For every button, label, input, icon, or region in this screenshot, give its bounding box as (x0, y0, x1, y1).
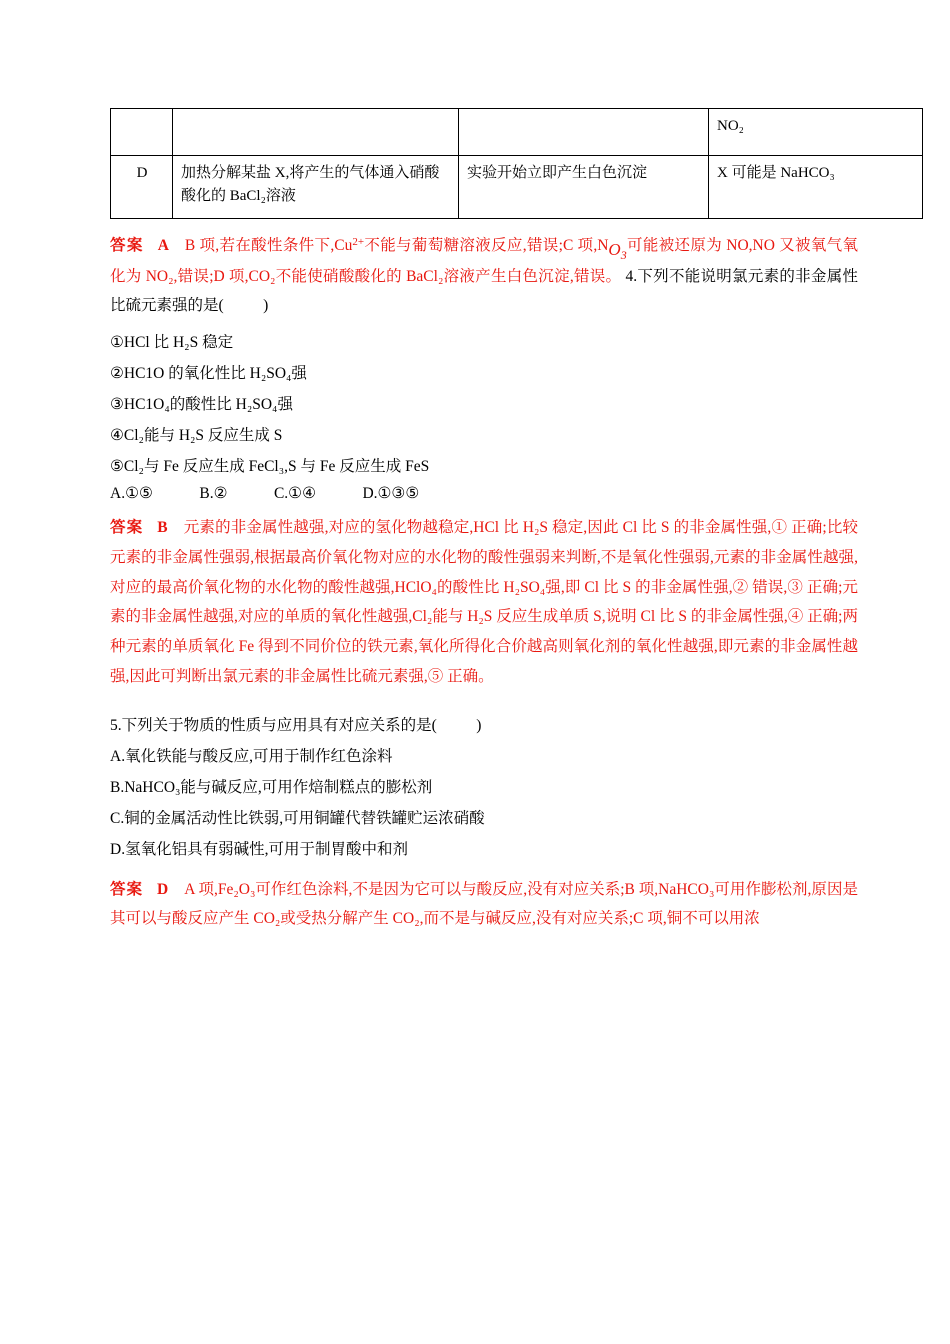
answer-text-part3: 可能被还原为 NO,NO 又被氧气氧化为 NO₂,错误;D 项,CO₂不能使硝酸酸化的 BaCl₂溶液产生白色沉淀,错误。 (110, 237, 858, 285)
question-5-stem (110, 710, 858, 741)
answer-blank (224, 297, 264, 314)
answer-letter: D (157, 880, 169, 898)
table-cell-conclusion: X 可能是 NaHCO₃ (709, 156, 923, 219)
answer-sup: 2+ (352, 236, 365, 248)
table-row (111, 109, 923, 156)
q4-choices: A.①⑤ B.② C.①④ D.①③⑤ (110, 485, 420, 503)
formula-o: O (608, 240, 621, 259)
table-row (111, 156, 923, 219)
table-cell-description (173, 109, 459, 156)
table-cell-option (111, 109, 173, 156)
formula-3: 3 (620, 248, 627, 262)
q4-option-2: ②HC1O 的氧化性比 H₂SO₄强 (110, 365, 307, 383)
table-cell-phenomenon: 实验开始立即产生白色沉淀 (459, 156, 709, 219)
question-5-stem-end: ) (476, 716, 482, 734)
answer-label: 答案 (110, 237, 144, 254)
q5-option-c: C.铜的金属活动性比铁弱,可用铜罐代替铁罐贮运浓硝酸 (110, 809, 485, 827)
table-cell-phenomenon (459, 109, 709, 156)
q4-option-5: ⑤Cl₂与 Fe 反应生成 FeCl₃,S 与 Fe 反应生成 FeS (110, 458, 430, 476)
q5-option-d: D.氢氧化铝具有弱碱性,可用于制胃酸中和剂 (110, 840, 408, 858)
q5-option-b: B.NaHCO₃能与碱反应,可用作焙制糕点的膨松剂 (110, 778, 433, 796)
table-cell-description: 加热分解某盐 X,将产生的气体通入硝酸酸化的 BaCl₂溶液 (173, 156, 459, 219)
answer-block-3 (110, 229, 858, 321)
answer-letter: A (157, 237, 169, 254)
q4-option-1: ①HCl 比 H₂S 稳定 (110, 334, 234, 352)
answer-text: 元素的非金属性越强,对应的氢化物越稳定,HCl 比 H₂S 稳定,因此 Cl 比 S 的非金属性强,① 正确;比较元素的非金属性强弱,根据最高价氧化物对应的水化物的酸性强弱来判断,不是氧化性强弱,元素的非金属性越强,对应的最高价氧化物的水化物的酸性越强,HClO₄的酸性比 H₂SO₄强,即 Cl 比 S 的非金属性强,② 错误,③ 正确;元素的非金属性越强,对应的单质的氧化性越强,Cl₂能与 H₂S 反应生成单质 S,说明 Cl 比 S 的非金属性强,④ 正确;两种元素的单质氧化 Fe 得到不同价位的铁元素,氧化所得化合价越高则氧化剂的氧化性越强,即元素的非金属性越强,因此可判断出氯元素的非金属性比硫元素强,⑤ 正确。 (110, 519, 858, 685)
q4-option-3: ③HC1O₄的酸性比 H₂SO₄强 (110, 396, 293, 414)
question-4-stem-text: 4.下列不能说明氯元素的非金属性比硫元素强的是( (110, 267, 858, 315)
answer-letter: B (157, 519, 168, 537)
formula-no3 (608, 240, 627, 262)
answer-text-part1: B 项,若在酸性条件下,Cu (184, 237, 353, 254)
experiment-table (110, 108, 923, 219)
answer-label: 答案 (110, 519, 144, 537)
q5-option-a: A.氧化铁能与酸反应,可用于制作红色涂料 (110, 747, 393, 765)
answer-text: A 项,Fe₂O₃可作红色涂料,不是因为它可以与酸反应,没有对应关系;B 项,NaHCO₃可用作膨松剂,原因是其可以与酸反应产生 CO₂或受热分解产生 CO₂,而不是与碱反应,没有对应关系;C 项,铜不可以用浓 (110, 880, 858, 928)
table-cell-conclusion: NO₂ (709, 109, 923, 156)
answer-block-4 (110, 513, 858, 692)
q4-option-4: ④Cl₂能与 H₂S 反应生成 S (110, 427, 283, 445)
answer-label: 答案 (110, 880, 144, 898)
question-5-stem-text: 5.下列关于物质的性质与应用具有对应关系的是( (110, 716, 437, 734)
table-cell-option: D (111, 156, 173, 219)
answer-block-5 (110, 875, 858, 935)
answer-blank (437, 717, 477, 734)
question-4-stem-end: ) (263, 297, 269, 315)
answer-text-part2: 不能与葡萄糖溶液反应,错误;C 项,N (364, 237, 609, 254)
